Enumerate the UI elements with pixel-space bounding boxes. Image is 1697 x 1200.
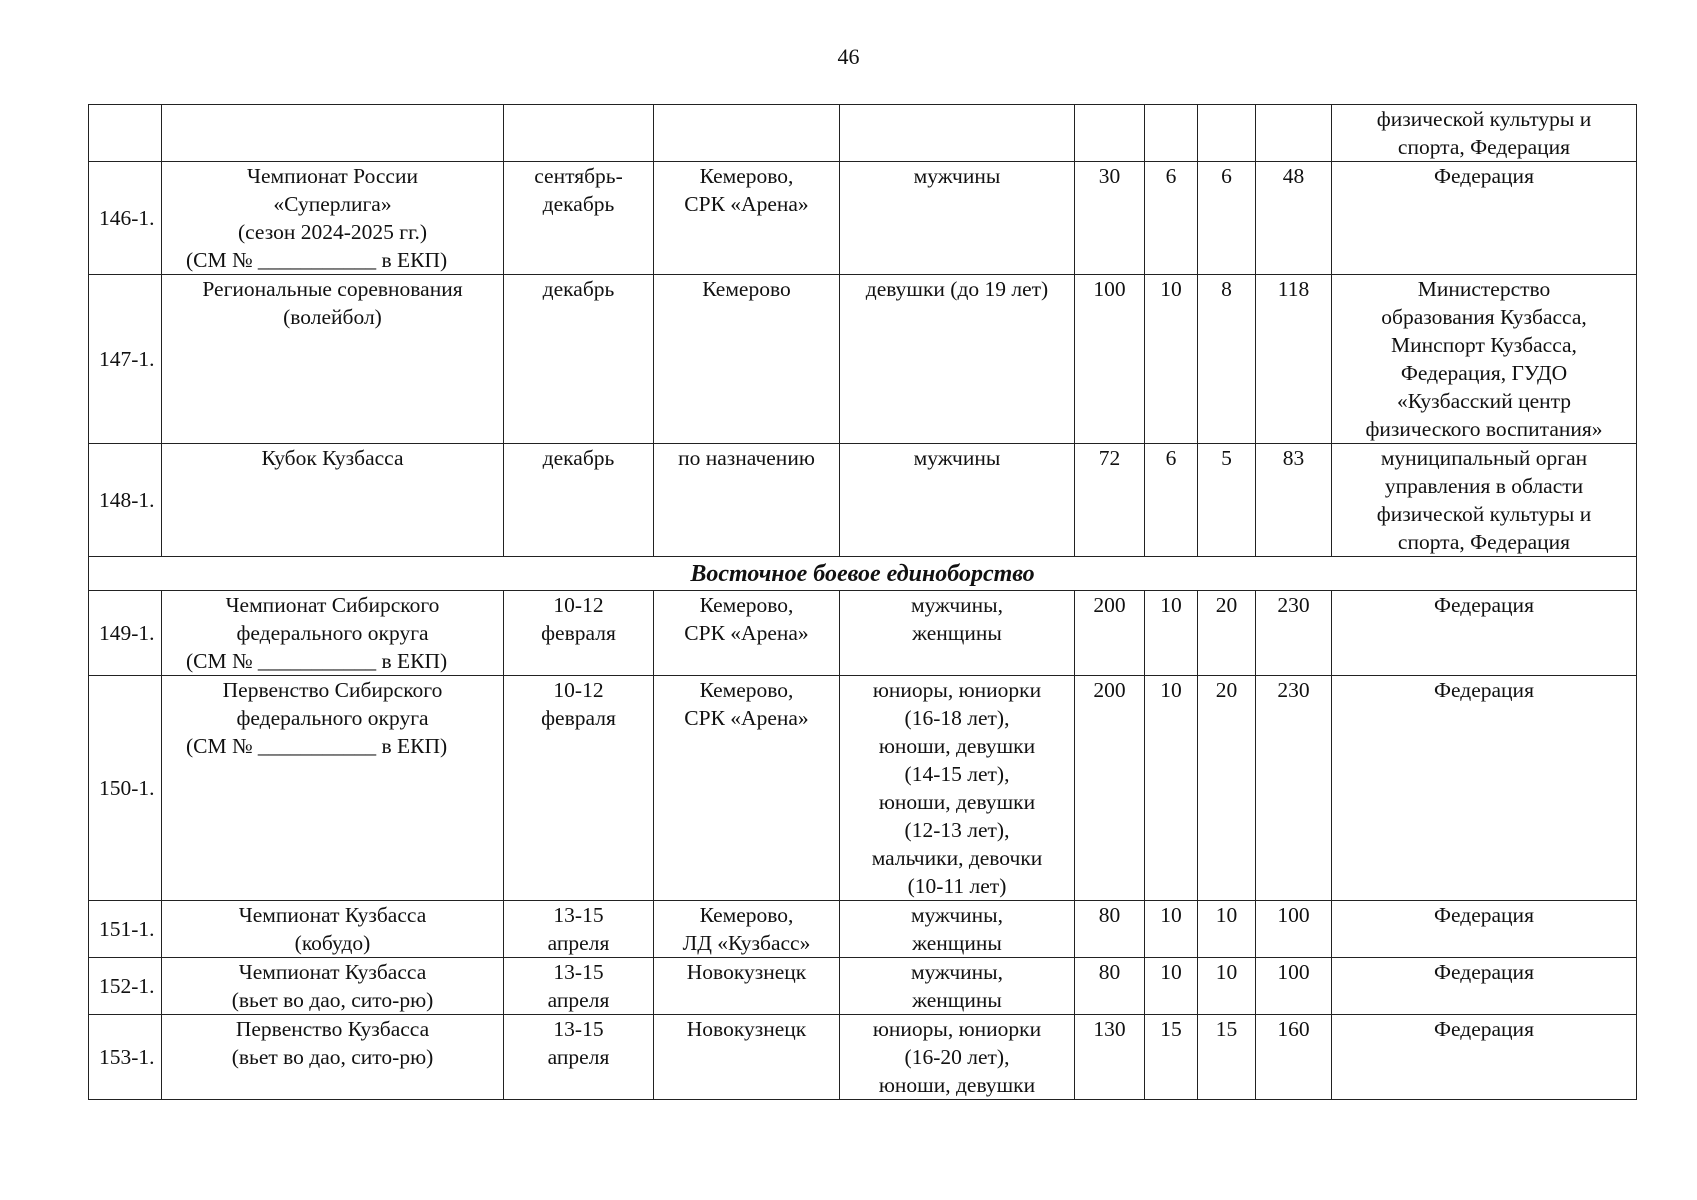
cell-line: физического воспитания» [1365,417,1603,441]
cell-line: женщины [912,988,1002,1012]
cell-line: 13-15 [553,1017,604,1041]
count-cell-c2: 10 [1145,275,1198,444]
event-place-cell [654,275,840,444]
event-place-cell [654,162,840,275]
cell-line: «Кузбасский центр [1396,389,1572,413]
event-place-cell [654,958,840,1015]
cell-line: физической культуры и [1376,107,1592,131]
event-name-cell [162,444,504,557]
event-number-cell [89,105,162,162]
cell-line: федерального округа [236,621,429,645]
event-organizer-cell [1332,676,1637,901]
cell-line: управления в области [1384,474,1584,498]
event-dates-cell [504,105,654,162]
cell-line: Кемерово, [699,903,794,927]
cell-line: мужчины, [910,903,1004,927]
table-row [89,901,1637,958]
cell-line: спорта, Федерация [1397,530,1571,554]
section-title: Восточное боевое единоборство [89,557,1637,591]
event-organizer-cell [1332,105,1637,162]
cell-line: Федерация [1434,678,1534,702]
event-participants-cell [840,958,1075,1015]
count-cell-c1: 30 [1075,162,1145,275]
cell-line: юниоры, юниорки [872,1017,1042,1041]
cell-line: Чемпионат Кузбасса [238,960,427,984]
cell-line: по назначению [678,446,815,470]
event-organizer-cell [1332,275,1637,444]
event-participants-cell [840,676,1075,901]
cell-line: Первенство Кузбасса [235,1017,430,1041]
cell-line: (СМ № ___________ в ЕКП) [186,248,448,272]
cell-line: СРК «Арена» [684,192,809,216]
cell-line: Первенство Сибирского [222,678,443,702]
page-number: 46 [837,44,860,69]
cell-line: юноши, девушки [878,790,1036,814]
event-dates-cell [504,958,654,1015]
count-cell-c1: 80 [1075,958,1145,1015]
count-cell-c3: 20 [1198,676,1256,901]
cell-line: Кубок Кузбасса [261,446,404,470]
event-place-cell [654,105,840,162]
count-cell-c2: 6 [1145,162,1198,275]
event-name-cell [162,105,504,162]
cell-line: федерального округа [236,706,429,730]
cell-line: Федерация [1434,960,1534,984]
cell-line: образования Кузбасса, [1381,305,1587,329]
count-cell-c4: 118 [1256,275,1332,444]
cell-line: женщины [912,931,1002,955]
cell-line: (вьет во дао, сито-рю) [231,1045,434,1069]
cell-line: Кемерово, [699,164,794,188]
event-dates-cell [504,444,654,557]
count-cell-c3: 5 [1198,444,1256,557]
cell-line: юноши, девушки [878,1073,1036,1097]
event-place-cell [654,591,840,676]
count-cell-c2: 6 [1145,444,1198,557]
cell-line: юниоры, юниорки [872,678,1042,702]
cell-line: мальчики, девочки [871,846,1043,870]
cell-line: юноши, девушки [878,734,1036,758]
count-cell-c3: 10 [1198,901,1256,958]
cell-line: девушки (до 19 лет) [865,277,1049,301]
cell-line: мужчины [913,164,1001,188]
cell-line: мужчины, [910,960,1004,984]
count-cell-c4: 230 [1256,591,1332,676]
event-number-cell: 152-1. [89,958,162,1015]
cell-line: декабрь [542,446,615,470]
event-number-cell: 150-1. [89,676,162,901]
cell-line: 13-15 [553,960,604,984]
count-cell-c2: 15 [1145,1015,1198,1100]
cell-line: декабрь [542,277,615,301]
cell-line: «Суперлига» [273,192,392,216]
event-organizer-cell [1332,591,1637,676]
count-cell-c4: 160 [1256,1015,1332,1100]
table-row [89,444,1637,557]
cell-line: (10-11 лет) [907,874,1007,898]
event-number-cell: 148-1. [89,444,162,557]
event-dates-cell [504,676,654,901]
cell-line: Чемпионат Сибирского [225,593,440,617]
event-place-cell [654,901,840,958]
count-cell-c1: 100 [1075,275,1145,444]
count-cell-c1: 200 [1075,591,1145,676]
cell-line: Минспорт Кузбасса, [1391,333,1577,357]
count-cell-c2: 10 [1145,901,1198,958]
count-cell-c3: 20 [1198,591,1256,676]
count-cell-c4 [1256,105,1332,162]
cell-line: сентябрь- [534,164,623,188]
cell-line: мужчины [913,446,1001,470]
event-organizer-cell [1332,958,1637,1015]
cell-line: Чемпионат России [247,164,418,188]
table-row [89,105,1637,162]
cell-line: Федерация [1434,164,1534,188]
event-participants-cell [840,591,1075,676]
section-row [89,557,1637,591]
cell-line: Новокузнецк [686,1017,807,1041]
count-cell-c1: 80 [1075,901,1145,958]
cell-line: (СМ № ___________ в ЕКП) [186,649,448,673]
cell-line: (12-13 лет), [904,818,1010,842]
table-row [89,162,1637,275]
count-cell-c1 [1075,105,1145,162]
count-cell-c2: 10 [1145,591,1198,676]
event-name-cell [162,1015,504,1100]
count-cell-c3: 8 [1198,275,1256,444]
cell-line: Федерация [1434,1017,1534,1041]
cell-line: апреля [547,988,610,1012]
cell-line: (вьет во дао, сито-рю) [231,988,434,1012]
event-participants-cell [840,444,1075,557]
cell-line: (16-20 лет), [904,1045,1010,1069]
table-row [89,591,1637,676]
cell-line: декабрь [542,192,615,216]
count-cell-c1: 130 [1075,1015,1145,1100]
table-row [89,958,1637,1015]
cell-line: мужчины, [910,593,1004,617]
count-cell-c2: 10 [1145,958,1198,1015]
cell-line: Министерство [1417,277,1551,301]
event-name-cell [162,901,504,958]
cell-line: Региональные соревнования [202,277,463,301]
count-cell-c4: 100 [1256,958,1332,1015]
cell-line: Новокузнецк [686,960,807,984]
cell-line: Кемерово [702,277,791,301]
cell-line: женщины [912,621,1002,645]
cell-line: (СМ № ___________ в ЕКП) [186,734,448,758]
table-row [89,676,1637,901]
event-number-cell: 149-1. [89,591,162,676]
event-place-cell [654,1015,840,1100]
event-dates-cell [504,591,654,676]
cell-line: Кемерово, [699,593,794,617]
event-participants-cell [840,162,1075,275]
event-name-cell [162,162,504,275]
event-place-cell [654,676,840,901]
event-organizer-cell [1332,901,1637,958]
cell-line: (14-15 лет), [904,762,1010,786]
event-dates-cell [504,1015,654,1100]
count-cell-c4: 83 [1256,444,1332,557]
cell-line: (16-18 лет), [904,706,1010,730]
table-row [89,275,1637,444]
event-place-cell [654,444,840,557]
cell-line: спорта, Федерация [1397,135,1571,159]
event-number-cell: 147-1. [89,275,162,444]
cell-line: 10-12 [553,593,604,617]
event-dates-cell [504,901,654,958]
cell-line: Кемерово, [699,678,794,702]
cell-line: Чемпионат Кузбасса [238,903,427,927]
event-organizer-cell [1332,162,1637,275]
cell-line: апреля [547,1045,610,1069]
cell-line: апреля [547,931,610,955]
event-number-cell: 153-1. [89,1015,162,1100]
cell-line: СРК «Арена» [684,621,809,645]
cell-line: муниципальный орган [1380,446,1588,470]
event-name-cell [162,275,504,444]
cell-line: Федерация [1434,593,1534,617]
event-participants-cell [840,105,1075,162]
event-name-cell [162,676,504,901]
count-cell-c3 [1198,105,1256,162]
event-participants-cell [840,901,1075,958]
cell-line: физической культуры и [1376,502,1592,526]
cell-line: 13-15 [553,903,604,927]
count-cell-c1: 200 [1075,676,1145,901]
event-number-cell: 151-1. [89,901,162,958]
cell-line: СРК «Арена» [684,706,809,730]
count-cell-c4: 48 [1256,162,1332,275]
cell-line: (волейбол) [283,305,382,329]
cell-line: февраля [541,621,616,645]
cell-line: Федерация [1434,903,1534,927]
cell-line: Федерация, ГУДО [1400,361,1568,385]
event-dates-cell [504,162,654,275]
count-cell-c3: 6 [1198,162,1256,275]
event-number-cell: 146-1. [89,162,162,275]
cell-line: (кобудо) [294,931,371,955]
count-cell-c2: 10 [1145,676,1198,901]
event-participants-cell [840,275,1075,444]
cell-line: (сезон 2024-2025 гг.) [237,220,428,244]
events-table [88,104,1637,1100]
count-cell-c1: 72 [1075,444,1145,557]
event-organizer-cell [1332,1015,1637,1100]
count-cell-c4: 230 [1256,676,1332,901]
cell-line: февраля [541,706,616,730]
event-organizer-cell [1332,444,1637,557]
count-cell-c2 [1145,105,1198,162]
event-name-cell [162,958,504,1015]
event-name-cell [162,591,504,676]
count-cell-c3: 10 [1198,958,1256,1015]
count-cell-c4: 100 [1256,901,1332,958]
cell-line: 10-12 [553,678,604,702]
event-participants-cell [840,1015,1075,1100]
cell-line: ЛД «Кузбасс» [682,931,811,955]
count-cell-c3: 15 [1198,1015,1256,1100]
event-dates-cell [504,275,654,444]
table-row [89,1015,1637,1100]
